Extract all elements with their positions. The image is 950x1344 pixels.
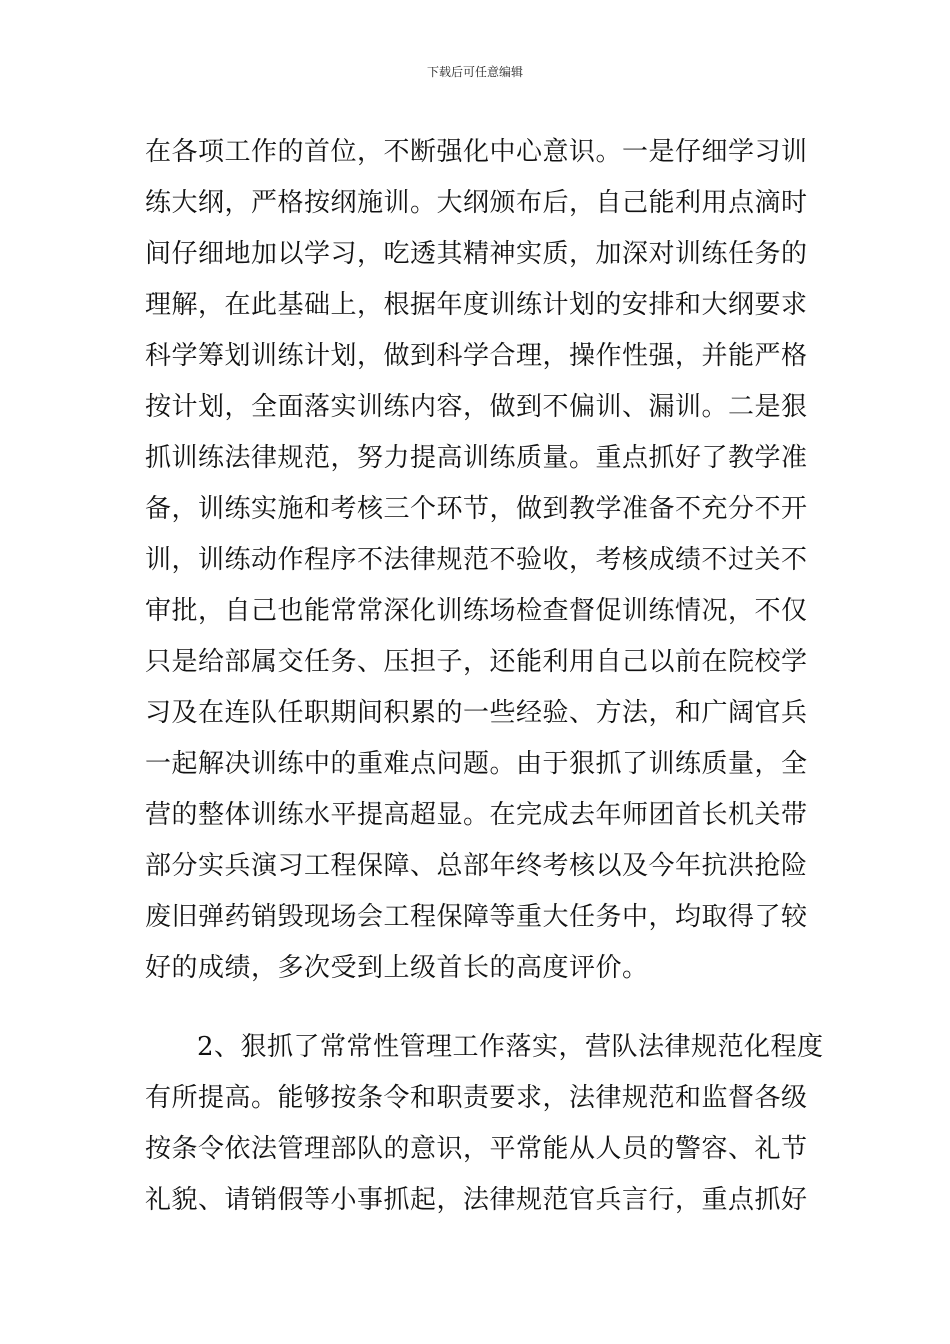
text-line: 废旧弹药销毁现场会工程保障等重大任务中，均取得了较 xyxy=(145,902,808,932)
text-line: 只是给部属交任务、压担子，还能利用自己以前在院校学 xyxy=(145,647,808,677)
text-line: 部分实兵演习工程保障、总部年终考核以及今年抗洪抢险 xyxy=(145,851,808,881)
text-line: 科学筹划训练计划，做到科学合理，操作性强，并能严格 xyxy=(145,341,808,371)
text-line: 2、狠抓了常常性管理工作落实，营队法律规范化程度 xyxy=(197,1032,824,1062)
paragraph-2 xyxy=(145,1022,824,1226)
text-line: 按计划，全面落实训练内容，做到不偏训、漏训。二是狠 xyxy=(145,392,808,422)
text-line: 间仔细地加以学习，吃透其精神实质，加深对训练任务的 xyxy=(145,239,808,269)
text-line: 有所提高。能够按条令和职责要求，法律规范和监督各级 xyxy=(145,1083,808,1113)
text-line: 好的成绩，多次受到上级首长的高度评价。 xyxy=(145,953,649,983)
text-line: 练大纲，严格按纲施训。大纲颁布后，自己能利用点滴时 xyxy=(145,188,808,218)
text-line: 抓训练法律规范，努力提高训练质量。重点抓好了教学准 xyxy=(145,443,808,473)
text-line: 营的整体训练水平提高超显。在完成去年师团首长机关带 xyxy=(145,800,808,830)
text-line: 理解，在此基础上，根据年度训练计划的安排和大纲要求 xyxy=(145,290,808,320)
text-line: 习及在连队任职期间积累的一些经验、方法，和广阔官兵 xyxy=(145,698,808,728)
text-line: 审批，自己也能常常深化训练场检查督促训练情况，不仅 xyxy=(145,596,808,626)
text-line: 备，训练实施和考核三个环节，做到教学准备不充分不开 xyxy=(145,494,808,524)
paragraph-1 xyxy=(145,127,810,994)
text-line: 一起解决训练中的重难点问题。由于狠抓了训练质量，全 xyxy=(145,749,808,779)
page-header-note: 下载后可任意编辑 xyxy=(426,65,523,79)
text-line: 按条令依法管理部队的意识，平常能从人员的警容、礼节 xyxy=(145,1134,808,1164)
text-line: 在各项工作的首位，不断强化中心意识。一是仔细学习训 xyxy=(145,137,808,167)
text-line: 训，训练动作程序不法律规范不验收，考核成绩不过关不 xyxy=(145,545,808,575)
text-line: 礼貌、请销假等小事抓起，法律规范官兵言行，重点抓好 xyxy=(145,1185,808,1215)
